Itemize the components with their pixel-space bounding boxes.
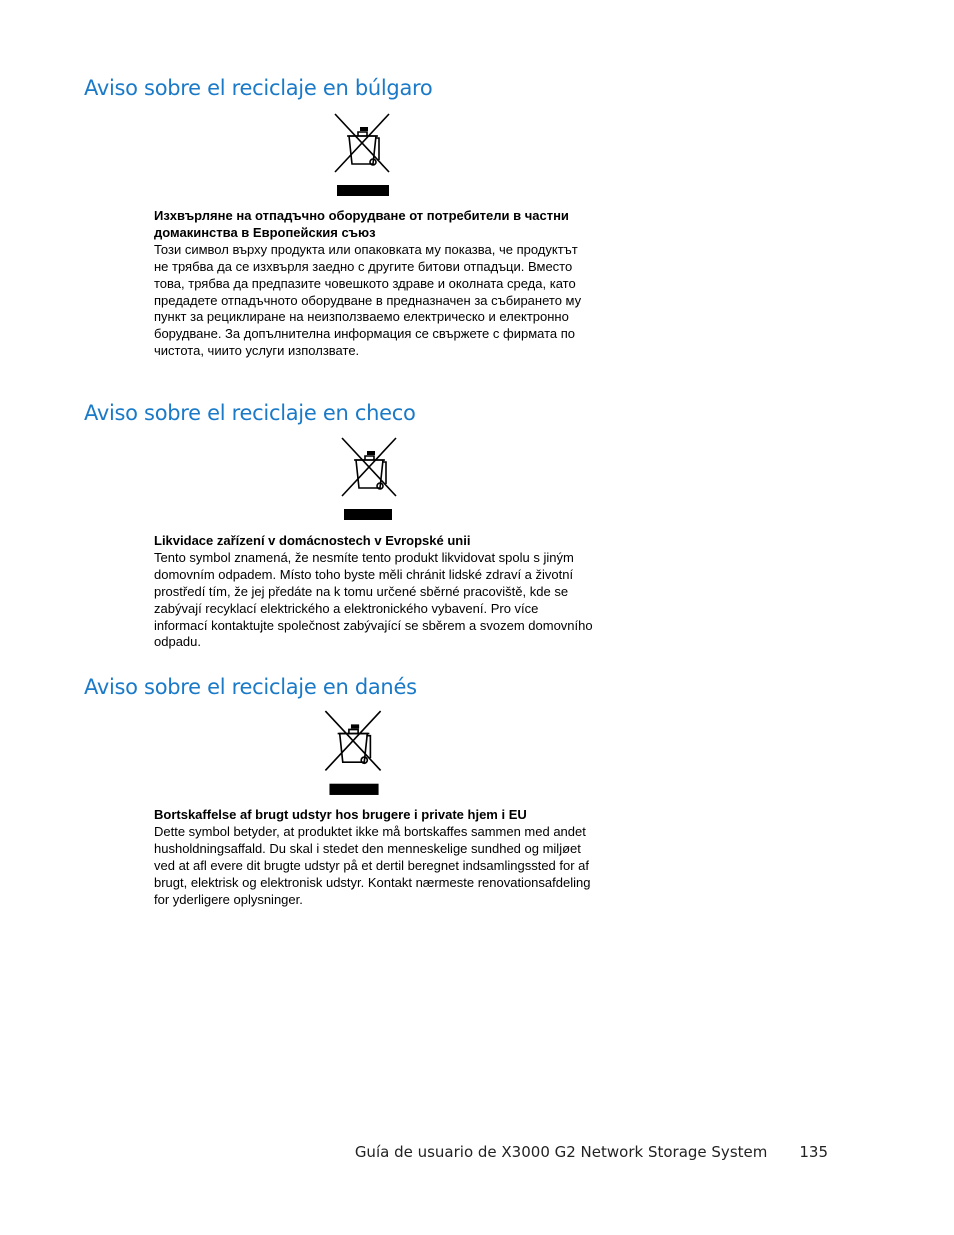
notice-body: Tento symbol znamená, že nesmíte tento produkt likvidovat spolu s jiným domovním odpadem. Místo toho byste měli chránit lidské zdraví a životní prostředí tím, že jej předáte na k tomu určené sběrné pracoviště, kde se zabývají recyklací elektrického a elektronického vybavení. Pro více informací kontaktujte společnost zabývající se sběrem a svozem domovního odpadu. <box>154 549 593 650</box>
footer-doc-title: Guía de usuario de X3000 G2 Network Storage System <box>354 1143 768 1161</box>
section-heading-bulgarian: Aviso sobre el reciclaje en búlgaro <box>84 76 433 100</box>
notice-title: Likvidace zařízení v domácnostech v Evropské unii <box>154 533 471 548</box>
notice-title: Bortskaffelse af brugt udstyr hos brugere i private hjem i EU <box>154 807 527 822</box>
notice-body: Dette symbol betyder, at produktet ikke må bortskaffes sammen med andet husholdningsaffald. Du skal i stedet den menneskelige sundhed og miljøet ved at afl evere dit brugte udstyr på et dertil beregnet indsamlingssted for af brugt, elektrisk og elektronisk udstyr. Kontakt nærmeste renovationsafdeling for yderligere oplysninger. <box>154 823 591 907</box>
crossed-out-wheelie-bin-icon <box>323 707 383 797</box>
notice-danish <box>154 807 594 908</box>
page-number: 135 <box>799 1143 828 1161</box>
notice-body: Този символ върху продукта или опаковката му показва, че продуктът не трябва да се изхвърля заедно с другите битови отпадъци. Вместо това, трябва да предпазите човешкото здраве и околната среда, като предадете отпадъчното оборудване в предназначен за събирането му пункт за рециклиране на неизползваемо електрическо и електронно борудване. За допълнителна информация се свържете с фирмата по чистота, чиито услуги използвате. <box>154 241 582 359</box>
notice-title: Изхвърляне на отпадъчно оборудване от потребители в частни домакинства в Европейския съюз <box>154 208 569 240</box>
page-footer <box>300 1143 828 1161</box>
section-heading-czech: Aviso sobre el reciclaje en checo <box>84 401 416 425</box>
section-heading-danish: Aviso sobre el reciclaje en danés <box>84 675 417 699</box>
crossed-out-wheelie-bin-icon <box>333 110 391 198</box>
notice-czech <box>154 533 594 651</box>
crossed-out-wheelie-bin-icon <box>339 434 399 522</box>
notice-bulgarian <box>154 208 594 360</box>
